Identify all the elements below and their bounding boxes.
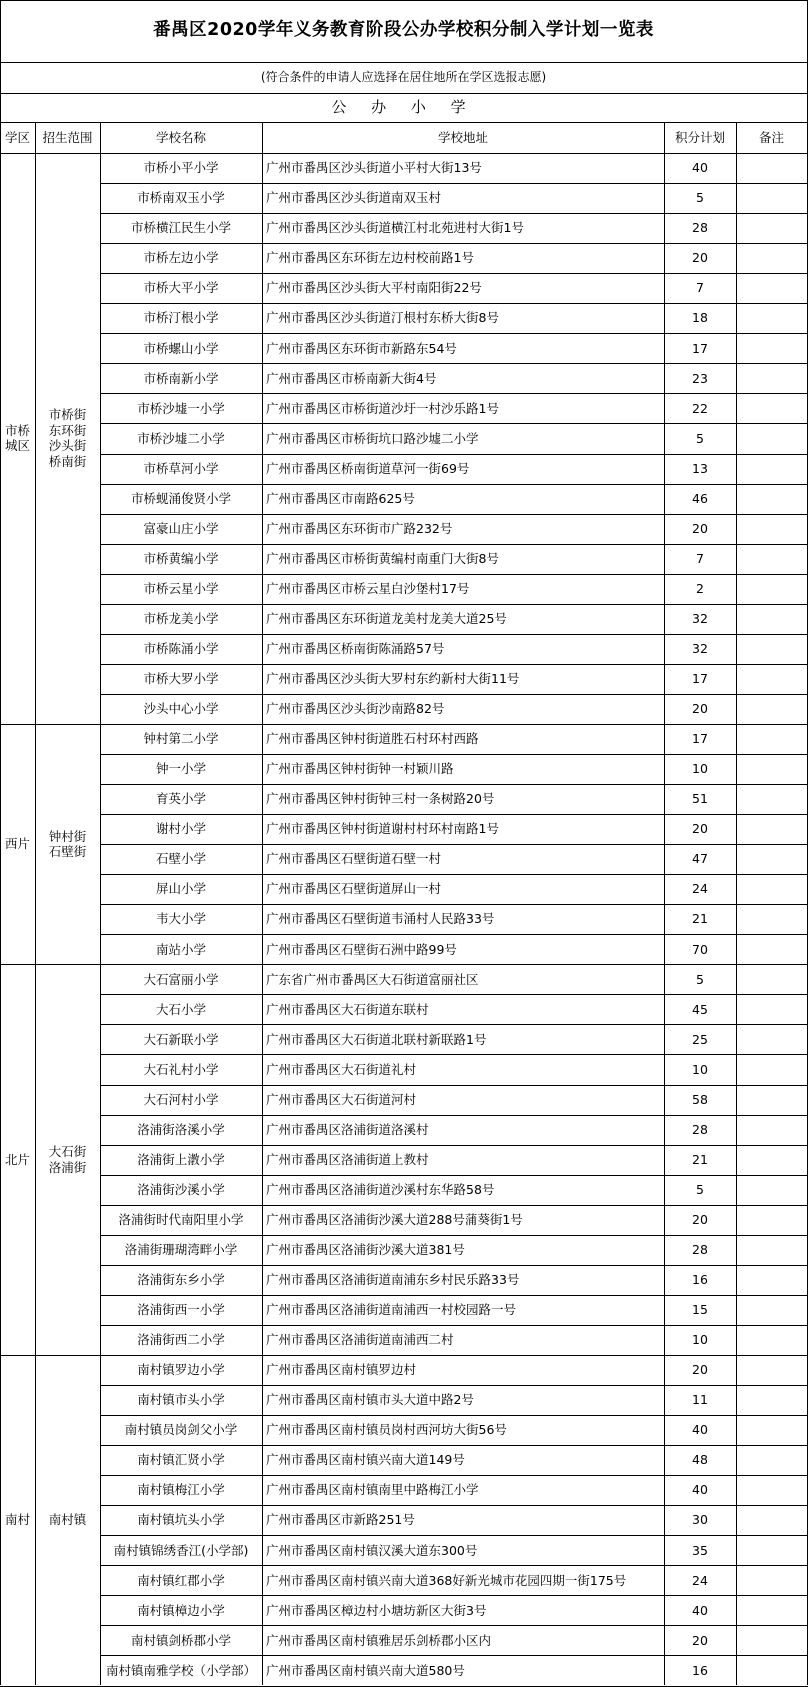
school-address: 广东省广州市番禺区大石街道富丽社区 — [266, 971, 479, 987]
remark-cell — [736, 1265, 807, 1295]
school-name: 市桥南双玉小学 — [137, 190, 225, 206]
scope-label: 钟村街 — [48, 828, 87, 844]
quota-value: 32 — [692, 641, 708, 656]
school-address: 广州市番禺区大石街道北联村新联路1号 — [266, 1031, 487, 1047]
quota-value: 7 — [696, 550, 704, 566]
school-address: 广州市番禺区沙头街沙南路82号 — [266, 701, 445, 717]
remark-cell — [736, 1325, 807, 1355]
quota-value: 70 — [692, 941, 708, 957]
remark-cell — [736, 664, 807, 694]
quota-value: 30 — [692, 1512, 708, 1528]
school-address: 广州市番禺区南村镇汉溪大道东300号 — [266, 1542, 478, 1558]
school-address: 广州市番禺区南村镇市头大道中路2号 — [266, 1392, 474, 1408]
school-name: 市桥左边小学 — [143, 250, 219, 266]
remark-cell — [736, 1565, 807, 1595]
school-name: 大石河村小学 — [143, 1091, 219, 1107]
quota-value: 25 — [692, 1031, 708, 1047]
quota-value: 5 — [696, 1181, 704, 1197]
table-rule — [0, 93, 808, 94]
column-header-remark: 备注 — [758, 129, 784, 145]
remark-cell — [736, 724, 807, 754]
quota-value: 40 — [692, 1602, 708, 1618]
district-label: 城区 — [4, 438, 30, 454]
quota-value: 51 — [692, 791, 708, 807]
remark-cell — [736, 1415, 807, 1445]
school-address: 广州市番禺区沙头街道横江村北苑进村大街1号 — [266, 220, 524, 236]
school-name: 市桥大罗小学 — [143, 671, 219, 687]
school-name: 钟村第二小学 — [143, 731, 219, 747]
school-name: 市桥汀根小学 — [143, 310, 219, 326]
remark-cell — [736, 1205, 807, 1235]
quota-value: 13 — [692, 460, 708, 476]
remark-cell — [736, 1175, 807, 1205]
remark-cell — [736, 904, 807, 934]
remark-cell — [736, 273, 807, 303]
quota-value: 11 — [692, 1392, 708, 1408]
remark-cell — [736, 604, 807, 634]
quota-value: 20 — [692, 1211, 708, 1227]
scope-label: 南村镇 — [48, 1512, 87, 1528]
school-name: 富豪山庄小学 — [143, 520, 219, 536]
enrollment-scope-cell — [35, 964, 100, 1355]
school-address: 广州市番禺区洛浦街道上教村 — [266, 1151, 429, 1167]
quota-value: 22 — [692, 400, 708, 416]
school-name: 南村镇剑桥郡小学 — [130, 1632, 231, 1648]
school-address: 广州市番禺区南村镇员岗村西河坊大街56号 — [266, 1422, 507, 1438]
school-address: 广州市番禺区沙头街道小平村大街13号 — [266, 160, 482, 176]
table-rule — [0, 0, 808, 1]
quota-value: 28 — [692, 220, 708, 236]
quota-value: 17 — [692, 671, 708, 687]
school-name: 洛浦街上漖小学 — [137, 1151, 225, 1167]
scope-label: 东环街 — [48, 422, 87, 438]
school-name: 大石新联小学 — [143, 1031, 219, 1047]
school-address: 广州市番禺区南村镇兴南大道368好新光城市花园四期一街175号 — [266, 1572, 627, 1588]
school-name: 沙头中心小学 — [143, 701, 219, 717]
school-name: 市桥沙墟一小学 — [137, 400, 225, 416]
district-label: 南村 — [4, 1512, 30, 1528]
school-name: 市桥黄编小学 — [143, 550, 219, 566]
table-rule — [0, 62, 808, 63]
school-address: 广州市番禺区南村镇兴南大道149号 — [266, 1452, 465, 1468]
remark-cell — [736, 333, 807, 363]
school-address: 广州市番禺区洛浦街道沙溪村东华路58号 — [266, 1181, 495, 1197]
remark-cell — [736, 1535, 807, 1565]
quota-value: 10 — [692, 761, 708, 777]
district-label: 市桥 — [4, 422, 30, 438]
remark-cell — [736, 1145, 807, 1175]
school-address: 广州市番禺区市新路251号 — [266, 1512, 415, 1528]
school-address: 广州市番禺区桥南街道草河一街69号 — [266, 460, 470, 476]
column-header-district: 学区 — [4, 129, 30, 145]
school-name: 南村镇红郡小学 — [137, 1572, 225, 1588]
school-name: 大石富丽小学 — [143, 971, 219, 987]
school-address: 广州市番禺区沙头街大平村南阳街22号 — [266, 280, 482, 296]
remark-cell — [736, 514, 807, 544]
school-name: 南村镇南雅学校（小学部） — [105, 1662, 256, 1678]
school-address: 广州市番禺区市桥街坑口路沙墟二小学 — [266, 430, 479, 446]
school-address: 广州市番禺区南村镇雅居乐剑桥郡小区内 — [266, 1632, 492, 1648]
school-address: 广州市番禺区桥南街陈涌路57号 — [266, 641, 445, 656]
school-address: 广州市番禺区石壁街石洲中路99号 — [266, 941, 457, 957]
remark-cell — [736, 1385, 807, 1415]
school-name: 市桥小平小学 — [143, 160, 219, 176]
school-name: 市桥大平小学 — [143, 280, 219, 296]
section-heading: 公 办 小 学 — [331, 98, 476, 117]
quota-value: 35 — [692, 1542, 708, 1558]
school-address: 广州市番禺区洛浦街道南浦西一村校园路一号 — [266, 1302, 517, 1318]
scope-label: 桥南街 — [48, 454, 87, 470]
remark-cell — [736, 423, 807, 453]
quota-value: 20 — [692, 701, 708, 717]
quota-value: 15 — [692, 1302, 708, 1318]
school-address: 广州市番禺区沙头街大罗村东约新村大街11号 — [266, 671, 520, 687]
quota-value: 28 — [692, 1121, 708, 1137]
school-name: 市桥龙美小学 — [143, 610, 219, 626]
quota-value: 5 — [696, 190, 704, 206]
enrollment-scope-cell — [35, 153, 100, 724]
school-name: 南村镇罗边小学 — [137, 1362, 225, 1378]
school-address: 广州市番禺区洛浦街道南浦西二村 — [266, 1332, 454, 1348]
school-name: 洛浦街东乡小学 — [137, 1272, 225, 1288]
remark-cell — [736, 934, 807, 964]
column-header-quota: 积分计划 — [674, 129, 725, 145]
remark-cell — [736, 1355, 807, 1385]
school-address: 广州市番禺区钟村街道谢村村环村南路1号 — [266, 821, 499, 837]
quota-value: 17 — [692, 340, 708, 356]
school-address: 广州市番禺区大石街道河村 — [266, 1091, 417, 1107]
school-name: 南村镇汇贤小学 — [137, 1452, 225, 1468]
quota-value: 20 — [692, 1362, 708, 1378]
district-cell — [0, 153, 35, 724]
school-address: 广州市番禺区市桥南新大街4号 — [266, 370, 437, 386]
remark-cell — [736, 1445, 807, 1475]
school-address: 广州市番禺区市桥街黄编村南重门大街8号 — [266, 550, 499, 566]
enrollment-scope-cell — [35, 724, 100, 964]
school-address: 广州市番禺区南村镇南里中路梅江小学 — [266, 1482, 479, 1498]
school-name: 大石礼村小学 — [143, 1061, 219, 1077]
remark-cell — [736, 1656, 807, 1686]
scope-label: 石壁街 — [48, 844, 87, 860]
scope-label: 市桥街 — [48, 407, 87, 423]
school-address: 广州市番禺区洛浦街道洛溪村 — [266, 1121, 429, 1137]
quota-value: 40 — [692, 1422, 708, 1438]
quota-value: 45 — [692, 1001, 708, 1017]
quota-value: 7 — [696, 280, 704, 296]
quota-value: 20 — [692, 520, 708, 536]
school-name: 南村镇市头小学 — [137, 1392, 225, 1408]
remark-cell — [736, 844, 807, 874]
table-rule — [0, 122, 808, 123]
school-name: 市桥草河小学 — [143, 460, 219, 476]
school-name: 洛浦街洛溪小学 — [137, 1121, 225, 1137]
remark-cell — [736, 1085, 807, 1115]
quota-value: 40 — [692, 1482, 708, 1498]
school-address: 广州市番禺区市南路625号 — [266, 490, 415, 506]
quota-value: 21 — [692, 1151, 708, 1167]
remark-cell — [736, 754, 807, 784]
school-address: 广州市番禺区市桥街道沙圩一村沙乐路1号 — [266, 400, 499, 416]
remark-cell — [736, 303, 807, 333]
school-name: 市桥蚬涌俊贤小学 — [130, 490, 231, 506]
school-address: 广州市番禺区沙头街道南双玉村 — [266, 190, 442, 206]
school-name: 市桥陈涌小学 — [143, 641, 219, 656]
remark-cell — [736, 574, 807, 604]
column-header-scope: 招生范围 — [42, 129, 93, 145]
quota-value: 20 — [692, 250, 708, 266]
remark-cell — [736, 363, 807, 393]
quota-value: 46 — [692, 490, 708, 506]
school-address: 广州市番禺区石壁街道韦涌村人民路33号 — [266, 911, 495, 927]
district-cell — [0, 724, 35, 964]
school-address: 广州市番禺区樟边村小塘坊新区大街3号 — [266, 1602, 487, 1618]
school-address: 广州市番禺区沙头街道汀根村东桥大街8号 — [266, 310, 499, 326]
page-title: 番禺区2020学年义务教育阶段公办学校积分制入学计划一览表 — [153, 20, 654, 41]
remark-cell — [736, 1024, 807, 1054]
remark-cell — [736, 1055, 807, 1085]
quota-value: 32 — [692, 610, 708, 626]
remark-cell — [736, 1295, 807, 1325]
school-address: 广州市番禺区钟村街钟一村颖川路 — [266, 761, 454, 777]
school-name: 石壁小学 — [155, 851, 206, 867]
school-address: 广州市番禺区市桥云星白沙堡村17号 — [266, 580, 470, 596]
school-address: 广州市番禺区洛浦街沙溪大道288号蒲葵街1号 — [266, 1211, 523, 1227]
quota-value: 58 — [692, 1091, 708, 1107]
remark-cell — [736, 874, 807, 904]
remark-cell — [736, 964, 807, 994]
remark-cell — [736, 1115, 807, 1145]
quota-value: 40 — [692, 160, 708, 176]
remark-cell — [736, 1475, 807, 1505]
remark-cell — [736, 454, 807, 484]
school-name: 钟一小学 — [155, 761, 206, 777]
quota-value: 16 — [692, 1662, 708, 1678]
quota-value: 2 — [696, 580, 704, 596]
school-name: 谢村小学 — [155, 821, 206, 837]
school-name: 南村镇员岗剑父小学 — [124, 1422, 238, 1438]
remark-cell — [736, 694, 807, 724]
school-name: 南站小学 — [155, 941, 206, 957]
district-cell — [0, 1355, 35, 1686]
school-name: 洛浦街沙溪小学 — [137, 1181, 225, 1197]
school-name: 南村镇梅江小学 — [137, 1482, 225, 1498]
remark-cell — [736, 1595, 807, 1625]
school-name: 南村镇樟边小学 — [137, 1602, 225, 1618]
scope-label: 大石街 — [48, 1144, 87, 1160]
school-name: 市桥螺山小学 — [143, 340, 219, 356]
quota-value: 20 — [692, 1632, 708, 1648]
quota-value: 23 — [692, 370, 708, 386]
district-cell — [0, 964, 35, 1355]
school-name: 市桥云星小学 — [143, 580, 219, 596]
school-address: 广州市番禺区东环街左边村校前路1号 — [266, 250, 474, 266]
quota-value: 18 — [692, 310, 708, 326]
remark-cell — [736, 183, 807, 213]
enrollment-scope-cell — [35, 1355, 100, 1686]
district-label: 西片 — [4, 836, 30, 852]
school-address: 广州市番禺区钟村街道胜石村环村西路 — [266, 731, 479, 747]
school-name: 洛浦街时代南阳里小学 — [118, 1211, 244, 1227]
scope-label: 沙头街 — [48, 438, 87, 454]
school-name: 韦大小学 — [155, 911, 206, 927]
quota-value: 16 — [692, 1272, 708, 1288]
quota-value: 21 — [692, 911, 708, 927]
school-address: 广州市番禺区洛浦街沙溪大道381号 — [266, 1242, 465, 1257]
remark-cell — [736, 213, 807, 243]
quota-value: 5 — [696, 430, 704, 446]
column-header-address: 学校地址 — [437, 129, 488, 145]
quota-value: 24 — [692, 881, 708, 897]
remark-cell — [736, 153, 807, 183]
school-address: 广州市番禺区钟村街钟三村一条树路20号 — [266, 791, 495, 807]
school-address: 广州市番禺区南村镇兴南大道580号 — [266, 1662, 465, 1678]
quota-value: 24 — [692, 1572, 708, 1588]
remark-cell — [736, 1625, 807, 1655]
remark-cell — [736, 484, 807, 514]
quota-value: 20 — [692, 821, 708, 837]
school-address: 广州市番禺区东环街道龙美村龙美大道25号 — [266, 610, 507, 626]
school-name: 南村镇锦绣香江(小学部) — [113, 1542, 249, 1558]
remark-cell — [736, 1235, 807, 1265]
quota-value: 10 — [692, 1332, 708, 1348]
quota-value: 28 — [692, 1242, 708, 1257]
school-name: 市桥沙墟二小学 — [137, 430, 225, 446]
remark-cell — [736, 243, 807, 273]
school-address: 广州市番禺区东环街市广路232号 — [266, 520, 453, 536]
quota-value: 47 — [692, 851, 708, 867]
school-address: 广州市番禺区东环街市新路东54号 — [266, 340, 457, 356]
school-address: 广州市番禺区石壁街道屏山一村 — [266, 881, 442, 897]
school-name: 洛浦街西一小学 — [137, 1302, 225, 1318]
selection-note: (符合条件的申请人应选择在居住地所在学区选报志愿) — [260, 70, 547, 84]
school-name: 洛浦街珊瑚湾畔小学 — [124, 1242, 238, 1257]
remark-cell — [736, 784, 807, 814]
school-address: 广州市番禺区大石街道东联村 — [266, 1001, 429, 1017]
scope-label: 洛浦街 — [48, 1159, 87, 1175]
school-name: 市桥南新小学 — [143, 370, 219, 386]
column-header-school: 学校名称 — [155, 129, 206, 145]
remark-cell — [736, 994, 807, 1024]
school-name: 屏山小学 — [155, 881, 206, 897]
school-name: 南村镇坑头小学 — [137, 1512, 225, 1528]
remark-cell — [736, 814, 807, 844]
school-address: 广州市番禺区南村镇罗边村 — [266, 1362, 417, 1378]
district-label: 北片 — [4, 1151, 30, 1167]
remark-cell — [736, 393, 807, 423]
school-name: 市桥横江民生小学 — [130, 220, 231, 236]
school-name: 洛浦街西二小学 — [137, 1332, 225, 1348]
school-address: 广州市番禺区石壁街道石壁一村 — [266, 851, 442, 867]
school-name: 育英小学 — [155, 791, 206, 807]
school-address: 广州市番禺区洛浦街道南浦东乡村民乐路33号 — [266, 1272, 520, 1288]
quota-value: 48 — [692, 1452, 708, 1468]
quota-value: 5 — [696, 971, 704, 987]
remark-cell — [736, 634, 807, 664]
school-address: 广州市番禺区大石街道礼村 — [266, 1061, 417, 1077]
quota-value: 17 — [692, 731, 708, 747]
remark-cell — [736, 1505, 807, 1535]
remark-cell — [736, 544, 807, 574]
quota-value: 10 — [692, 1061, 708, 1077]
school-name: 大石小学 — [155, 1001, 206, 1017]
